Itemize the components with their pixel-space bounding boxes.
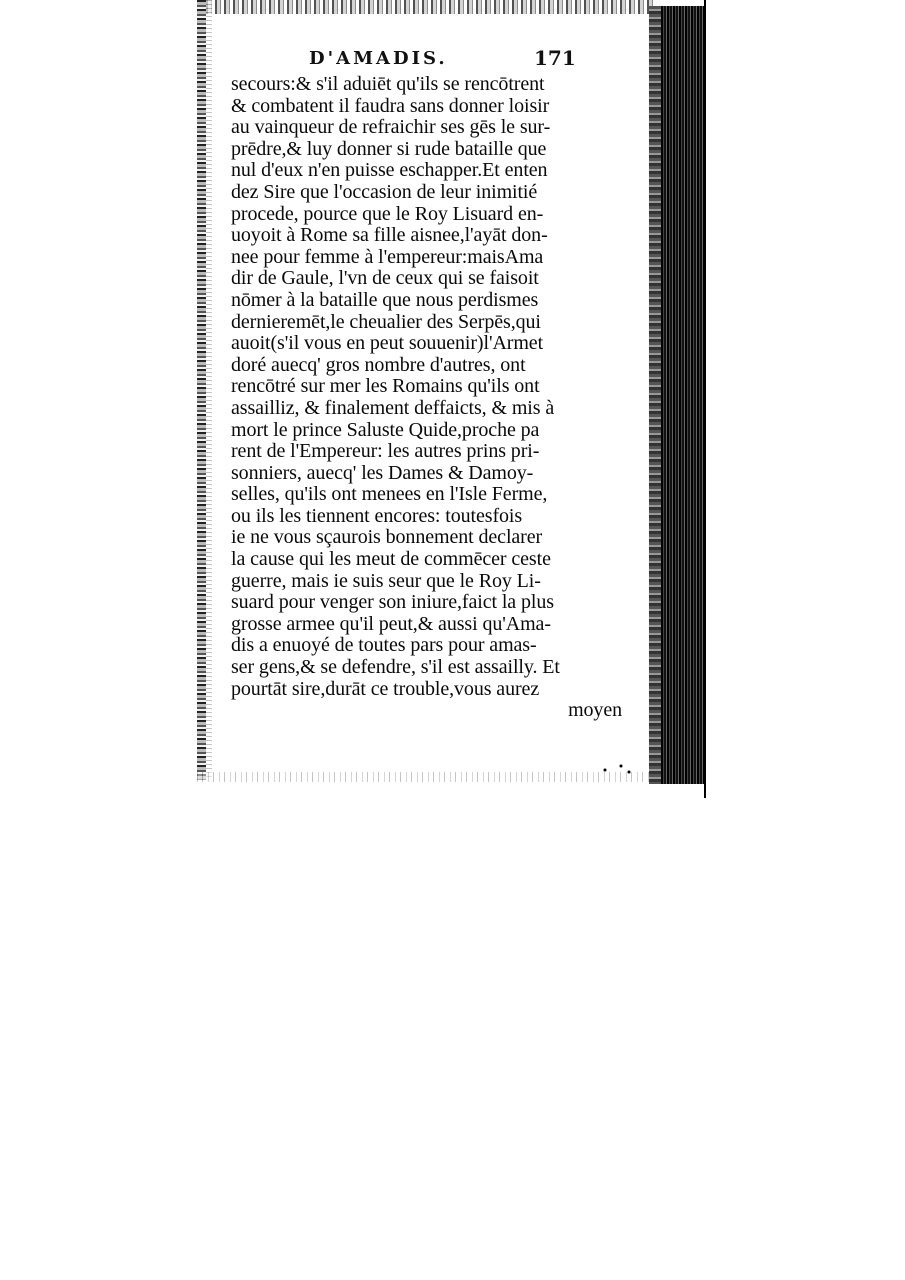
page-bottom-edge	[197, 772, 657, 782]
text-line: nee pour femme à l'empereur:maisAma	[231, 246, 544, 268]
scan-specks	[597, 760, 637, 780]
text-line: dir de Gaule, l'vn de ceux qui se faisoit	[231, 268, 539, 290]
page-left-edge-shadow	[206, 0, 212, 780]
text-line: uoyoit à Rome sa fille aisnee,l'ayāt don-	[231, 225, 548, 247]
text-line: suard pour venger son iniure,faict la plus	[231, 592, 554, 614]
text-line: selles, qu'ils ont menees en l'Isle Ferme,	[231, 484, 548, 506]
page-right-rule	[704, 0, 706, 798]
text-line: doré auecq' gros nombre d'autres, ont	[231, 354, 526, 376]
text-line: pourtāt sire,durāt ce trouble,vous aurez	[231, 678, 540, 700]
text-line: dez Sire que l'occasion de leur inimitié	[231, 181, 538, 203]
text-line: prēdre,& luy donner si rude bataille que	[231, 138, 547, 160]
text-line: nul d'eux n'en puisse eschapper.Et enten	[231, 160, 548, 182]
text-line: assailliz, & finalement deffaicts, & mis à	[231, 397, 555, 419]
text-line: guerre, mais ie suis seur que le Roy Li-	[231, 570, 541, 592]
text-line: rencōtré sur mer les Romains qu'ils ont	[231, 376, 540, 398]
text-line: ou ils les tiennent encores: toutesfois	[231, 505, 523, 527]
text-line: dis a enuoyé de toutes pars pour amas-	[231, 635, 537, 657]
text-line: sonniers, auecq' les Dames & Damoy-	[231, 462, 534, 484]
book-gutter-edge	[649, 6, 661, 784]
text-line: dernieremēt,le cheualier des Serpēs,qui	[231, 311, 541, 333]
page-left-edge	[197, 0, 206, 780]
text-line: & combatent il faudra sans donner loisir	[231, 95, 550, 117]
text-line: nōmer à la bataille que nous perdismes	[231, 289, 539, 311]
text-line: grosse armee qu'il peut,& aussi qu'Ama-	[231, 613, 551, 635]
text-line: procede, pource que le Roy Lisuard en-	[231, 203, 544, 225]
text-line: la cause qui les meut de commēcer ceste	[231, 549, 551, 571]
text-line: ie ne vous sçaurois bonnement declarer	[231, 527, 543, 549]
catchword: moyen	[568, 700, 622, 722]
book-page	[197, 0, 707, 800]
text-line: au vainqueur de refraichir ses gēs le sur-	[231, 117, 551, 139]
page-number: 171	[534, 46, 576, 70]
page-top-edge	[197, 0, 655, 14]
text-line: auoit(s'il vous en peut souuenir)l'Armet	[231, 333, 544, 355]
text-line: secours:& s'il aduiēt qu'ils se rencōtrent	[231, 74, 545, 95]
body-text	[231, 74, 626, 722]
text-line: ser gens,& se defendre, s'il est assailly. Et	[231, 657, 560, 679]
running-head: D'AMADIS.	[309, 48, 448, 69]
text-line: mort le prince Saluste Quide,proche pa	[231, 419, 540, 441]
text-line: rent de l'Empereur: les autres prins pri-	[231, 441, 540, 463]
